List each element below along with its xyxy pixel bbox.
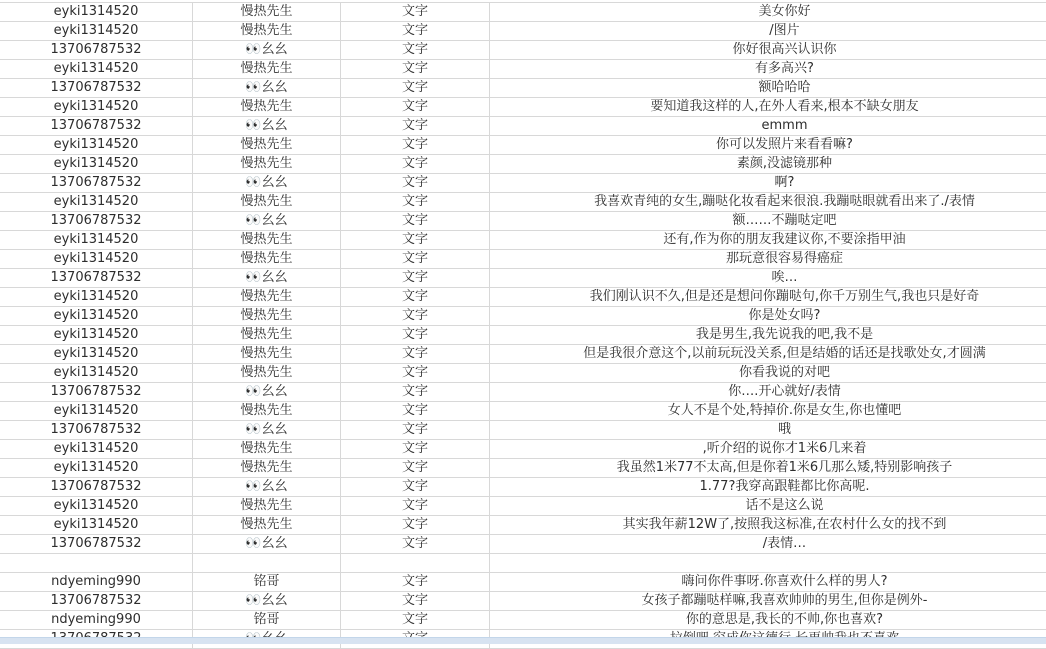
table-row <box>0 136 1046 155</box>
cell-type[interactable]: 文字 <box>341 364 490 382</box>
cell-account[interactable]: eyki1314520 <box>0 98 193 116</box>
cell-account[interactable]: ndyeming990 <box>0 611 193 629</box>
cell-message[interactable]: 有多高兴? <box>490 60 1046 78</box>
cell-nickname[interactable]: 👀幺幺 <box>193 41 341 59</box>
cell-account[interactable]: 13706787532 <box>0 421 193 439</box>
table-row <box>0 459 1046 478</box>
cell-type[interactable]: 文字 <box>341 41 490 59</box>
cell-nickname[interactable]: 👀幺幺 <box>193 535 341 553</box>
cell-type[interactable]: 文字 <box>341 535 490 553</box>
cell-nickname[interactable]: 👀幺幺 <box>193 478 341 496</box>
cell-type[interactable]: 文字 <box>341 193 490 211</box>
cell-message[interactable]: 额……不蹦哒定吧 <box>490 212 1046 230</box>
cell-message[interactable]: 你….开心就好/表情 <box>490 383 1046 401</box>
cell-type[interactable]: 文字 <box>341 22 490 40</box>
table-row <box>0 174 1046 193</box>
cell-type[interactable]: 文字 <box>341 516 490 534</box>
cell-nickname[interactable]: 👀幺幺 <box>193 117 341 135</box>
cell-type[interactable]: 文字 <box>341 250 490 268</box>
table-row <box>0 269 1046 288</box>
table-row <box>0 535 1046 554</box>
cell-message[interactable]: 额哈哈哈 <box>490 79 1046 97</box>
cell-nickname[interactable]: 慢热先生 <box>193 98 341 116</box>
cell-message[interactable]: 你看我说的对吧 <box>490 364 1046 382</box>
cell-account[interactable]: 13706787532 <box>0 478 193 496</box>
cell-account[interactable]: eyki1314520 <box>0 60 193 78</box>
cell-message[interactable]: 话不是这么说 <box>490 497 1046 515</box>
cell-account[interactable]: eyki1314520 <box>0 155 193 173</box>
cell-nickname[interactable]: 慢热先生 <box>193 231 341 249</box>
bottom-edge-bar <box>0 637 1046 644</box>
cell-account[interactable]: 13706787532 <box>0 79 193 97</box>
cell-nickname[interactable]: 慢热先生 <box>193 288 341 306</box>
cell-account[interactable]: 13706787532 <box>0 383 193 401</box>
cell-account[interactable]: 13706787532 <box>0 535 193 553</box>
cell-account[interactable]: eyki1314520 <box>0 459 193 477</box>
cell-type[interactable]: 文字 <box>341 231 490 249</box>
cell-account[interactable]: eyki1314520 <box>0 250 193 268</box>
cell-message[interactable]: 女人不是个处,特掉价.你是女生,你也懂吧 <box>490 402 1046 420</box>
cell-nickname[interactable]: 慢热先生 <box>193 3 341 21</box>
table-row <box>0 41 1046 60</box>
cell-account[interactable]: 13706787532 <box>0 212 193 230</box>
cell-account[interactable]: 13706787532 <box>0 592 193 610</box>
cell-message[interactable]: 要知道我这样的人,在外人看来,根本不缺女朋友 <box>490 98 1046 116</box>
table-row <box>0 231 1046 250</box>
cell-message[interactable]: 其实我年薪12W了,按照我这标准,在农村什么女的找不到 <box>490 516 1046 534</box>
cell-account[interactable]: 13706787532 <box>0 174 193 192</box>
cell-nickname[interactable]: 慢热先生 <box>193 459 341 477</box>
cell-message[interactable]: 1.77?我穿高跟鞋都比你高呢. <box>490 478 1046 496</box>
cell-nickname[interactable]: 👀幺幺 <box>193 79 341 97</box>
table-row <box>0 212 1046 231</box>
table-row <box>0 155 1046 174</box>
cell-message[interactable]: 唉… <box>490 269 1046 287</box>
cell-message[interactable] <box>490 554 1046 572</box>
cell-type[interactable] <box>341 554 490 572</box>
cell-nickname[interactable]: 铭哥 <box>193 573 341 591</box>
cell-message[interactable]: 美女你好 <box>490 3 1046 21</box>
cell-nickname[interactable] <box>193 554 341 572</box>
cell-nickname[interactable]: 慢热先生 <box>193 136 341 154</box>
cell-message[interactable]: 女孩子都蹦哒样嘛,我喜欢帅帅的男生,但你是例外- <box>490 592 1046 610</box>
table-row <box>0 554 1046 573</box>
cell-account[interactable]: eyki1314520 <box>0 497 193 515</box>
cell-nickname[interactable]: 慢热先生 <box>193 307 341 325</box>
cell-account[interactable]: eyki1314520 <box>0 193 193 211</box>
cell-message[interactable]: 你的意思是,我长的不帅,你也喜欢? <box>490 611 1046 629</box>
cell-account[interactable]: eyki1314520 <box>0 440 193 458</box>
cell-type[interactable]: 文字 <box>341 326 490 344</box>
table-row <box>0 383 1046 402</box>
cell-nickname[interactable]: 👀幺幺 <box>193 174 341 192</box>
cell-nickname[interactable]: 👀幺幺 <box>193 383 341 401</box>
table-row <box>0 364 1046 383</box>
table-row <box>0 60 1046 79</box>
cell-account[interactable]: 13706787532 <box>0 117 193 135</box>
cell-type[interactable]: 文字 <box>341 117 490 135</box>
table-row <box>0 307 1046 326</box>
cell-message[interactable]: emmm <box>490 117 1046 135</box>
cell-message[interactable]: 还有,作为你的朋友我建议你,不要涂指甲油 <box>490 231 1046 249</box>
cell-type[interactable]: 文字 <box>341 573 490 591</box>
cell-type[interactable]: 文字 <box>341 440 490 458</box>
cell-nickname[interactable]: 👀幺幺 <box>193 592 341 610</box>
cell-account[interactable]: eyki1314520 <box>0 231 193 249</box>
cell-message[interactable]: ,听介绍的说你才1米6几来着 <box>490 440 1046 458</box>
cell-type[interactable]: 文字 <box>341 421 490 439</box>
cell-nickname[interactable]: 慢热先生 <box>193 155 341 173</box>
cell-type[interactable]: 文字 <box>341 345 490 363</box>
cell-type[interactable]: 文字 <box>341 592 490 610</box>
cell-account[interactable]: eyki1314520 <box>0 364 193 382</box>
table-row <box>0 516 1046 535</box>
cell-type[interactable]: 文字 <box>341 288 490 306</box>
cell-message[interactable]: /图片 <box>490 22 1046 40</box>
cell-type[interactable]: 文字 <box>341 497 490 515</box>
cell-type[interactable]: 文字 <box>341 611 490 629</box>
table-row <box>0 345 1046 364</box>
cell-nickname[interactable]: 慢热先生 <box>193 497 341 515</box>
cell-type[interactable]: 文字 <box>341 174 490 192</box>
cell-account[interactable]: eyki1314520 <box>0 345 193 363</box>
cell-message[interactable]: 素颜,没滤镜那种 <box>490 155 1046 173</box>
cell-account[interactable]: eyki1314520 <box>0 326 193 344</box>
cell-nickname[interactable]: 👀幺幺 <box>193 421 341 439</box>
cell-account[interactable]: eyki1314520 <box>0 307 193 325</box>
cell-nickname[interactable]: 慢热先生 <box>193 60 341 78</box>
cell-message[interactable]: 那玩意很容易得癌症 <box>490 250 1046 268</box>
cell-type[interactable]: 文字 <box>341 269 490 287</box>
table-row <box>0 497 1046 516</box>
cell-type[interactable]: 文字 <box>341 155 490 173</box>
cell-type[interactable]: 文字 <box>341 402 490 420</box>
cell-account[interactable]: eyki1314520 <box>0 136 193 154</box>
cell-type[interactable]: 文字 <box>341 478 490 496</box>
table-row <box>0 611 1046 630</box>
cell-type[interactable]: 文字 <box>341 79 490 97</box>
table-row <box>0 440 1046 459</box>
cell-message[interactable]: 嗨问你件事呀.你喜欢什么样的男人? <box>490 573 1046 591</box>
cell-nickname[interactable]: 慢热先生 <box>193 22 341 40</box>
cell-nickname[interactable]: 慢热先生 <box>193 516 341 534</box>
cell-nickname[interactable]: 慢热先生 <box>193 345 341 363</box>
table-row <box>0 573 1046 592</box>
cell-account[interactable]: eyki1314520 <box>0 22 193 40</box>
cell-nickname[interactable]: 👀幺幺 <box>193 212 341 230</box>
cell-nickname[interactable]: 慢热先生 <box>193 402 341 420</box>
cell-message[interactable]: 你可以发照片来看看嘛? <box>490 136 1046 154</box>
spreadsheet-grid <box>0 2 1046 649</box>
cell-nickname[interactable]: 慢热先生 <box>193 440 341 458</box>
table-row <box>0 421 1046 440</box>
cell-account[interactable]: ndyeming990 <box>0 573 193 591</box>
cell-type[interactable]: 文字 <box>341 136 490 154</box>
table-row <box>0 22 1046 41</box>
cell-message[interactable]: /表情… <box>490 535 1046 553</box>
table-row <box>0 98 1046 117</box>
cell-account[interactable]: eyki1314520 <box>0 288 193 306</box>
cell-message[interactable]: 我们刚认识不久,但是还是想问你蹦哒句,你千万别生气,我也只是好奇 <box>490 288 1046 306</box>
cell-account[interactable]: eyki1314520 <box>0 3 193 21</box>
cell-type[interactable]: 文字 <box>341 307 490 325</box>
cell-type[interactable]: 文字 <box>341 383 490 401</box>
cell-nickname[interactable]: 慢热先生 <box>193 326 341 344</box>
cell-type[interactable]: 文字 <box>341 3 490 21</box>
cell-type[interactable]: 文字 <box>341 212 490 230</box>
cell-message[interactable]: 我喜欢青纯的女生,蹦哒化妆看起来很浪.我蹦哒眼就看出来了./表情 <box>490 193 1046 211</box>
cell-account[interactable]: 13706787532 <box>0 269 193 287</box>
table-row <box>0 326 1046 345</box>
cell-message[interactable]: 啊? <box>490 174 1046 192</box>
cell-nickname[interactable]: 慢热先生 <box>193 193 341 211</box>
cell-message[interactable]: 哦 <box>490 421 1046 439</box>
cell-account[interactable]: eyki1314520 <box>0 402 193 420</box>
table-row <box>0 193 1046 212</box>
table-row <box>0 402 1046 421</box>
table-row <box>0 250 1046 269</box>
cell-nickname[interactable]: 铭哥 <box>193 611 341 629</box>
cell-nickname[interactable]: 慢热先生 <box>193 250 341 268</box>
table-row <box>0 79 1046 98</box>
cell-account[interactable]: eyki1314520 <box>0 516 193 534</box>
cell-account[interactable] <box>0 554 193 572</box>
cell-message[interactable]: 我虽然1米77不太高,但是你着1米6几那么矮,特别影响孩子 <box>490 459 1046 477</box>
cell-account[interactable]: 13706787532 <box>0 41 193 59</box>
cell-message[interactable]: 你好很高兴认识你 <box>490 41 1046 59</box>
cell-type[interactable]: 文字 <box>341 98 490 116</box>
table-row <box>0 592 1046 611</box>
cell-type[interactable]: 文字 <box>341 459 490 477</box>
table-row <box>0 117 1046 136</box>
cell-message[interactable]: 但是我很介意这个,以前玩玩没关系,但是结婚的话还是找歌处女,才圆满 <box>490 345 1046 363</box>
cell-type[interactable]: 文字 <box>341 60 490 78</box>
table-row <box>0 478 1046 497</box>
cell-nickname[interactable]: 慢热先生 <box>193 364 341 382</box>
cell-message[interactable]: 你是处女吗? <box>490 307 1046 325</box>
cell-message[interactable]: 我是男生,我先说我的吧,我不是 <box>490 326 1046 344</box>
cell-nickname[interactable]: 👀幺幺 <box>193 269 341 287</box>
table-row <box>0 3 1046 22</box>
table-row <box>0 288 1046 307</box>
